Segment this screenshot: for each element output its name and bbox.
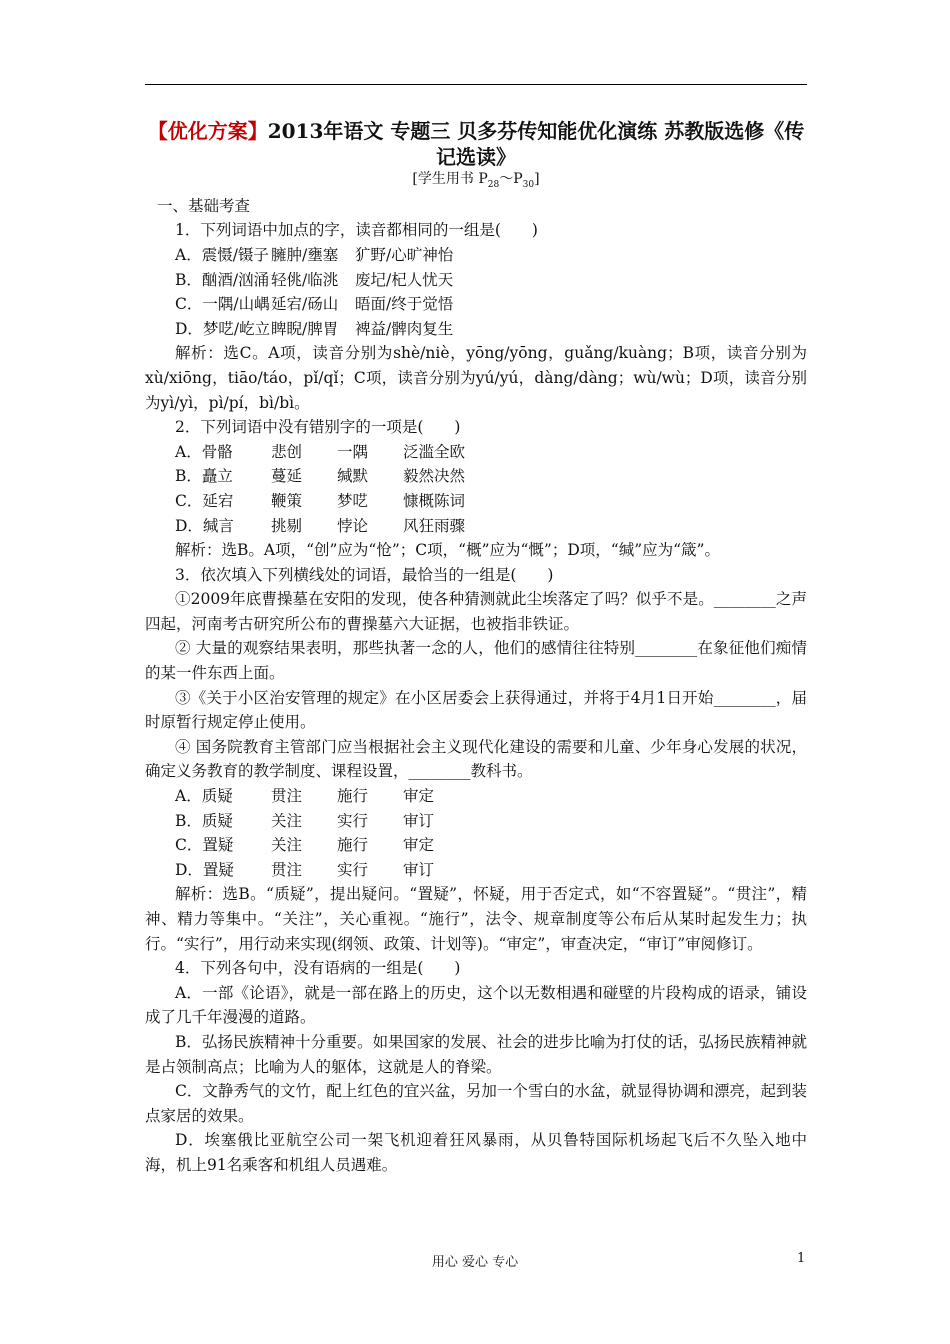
document-title — [145, 118, 807, 170]
question-3-stem: 3．依次填入下列横线处的词语，最恰当的一组是( ) — [175, 565, 554, 584]
title-text: 2013年语文 专题三 贝多芬传知能优化演练 苏教版选修《传记选读》 — [267, 119, 805, 169]
q1-option-c: C．一隅/山嵎延宕/砀山 晤面/终于觉悟 — [175, 295, 454, 314]
question-3-analysis: 解析：选B。“质疑”，提出疑问。“置疑”，怀疑，用于否定式，如“不容置疑”。“贯注”，精神、精力等集中。“关注”，关心重视。“施行”，法令、规章制度等公布后从某时起发生力；执行。“实行”，用行动来实现(纲领、政策、计划等)。“审定”，审查决定，“审订”审阅修订。 — [145, 885, 807, 953]
page-number: 1 — [797, 1251, 806, 1266]
section-heading: 一、基础考查 — [157, 196, 251, 215]
q3-option-a: A．质疑 贯注 施行 审定 — [175, 787, 435, 806]
q4-option-a: A．一部《论语》，就是一部在路上的历史，这个以无数相遇和碰壁的片段构成的语录，铺设成了几千年漫漫的道路。 — [145, 983, 807, 1027]
q1-option-b: B．酗酒/汹涌 轻佻/临洮 废圮/杞人忧天 — [175, 270, 454, 289]
textbook-reference: [学生用书 $P_{28}\sim P_{30}$] — [412, 171, 540, 190]
q2-option-a: A．骨骼 悲创 一隅 泛滥全欧 — [175, 442, 466, 461]
header-rule — [145, 84, 807, 85]
q3-sentence-1: ①2009年底曹操墓在安阳的发现，使各种猜测就此尘埃落定了吗？似乎不是。________之声四起，河南考古研究所公布的曹操墓六大证据，也被指非铁证。 — [145, 590, 807, 633]
title-prefix: 【优化方案】 — [147, 119, 268, 143]
q2-option-d: D．缄言 挑剔 悖论 风狂雨骤 — [175, 516, 466, 535]
q3-option-d: D．置疑 贯注 实行 审订 — [175, 860, 435, 879]
question-2-analysis: 解析：选B。A项，“创”应为“怆”；C项，“概”应为“慨”；D项，“缄”应为“箴”。 — [175, 541, 720, 560]
q2-option-b: B．矗立 蔓延 缄默 毅然决然 — [175, 467, 466, 486]
q4-option-c: C．文静秀气的文竹，配上红色的宜兴盆，另加一个雪白的水盆，就显得协调和漂亮，起到装点家居的效果。 — [145, 1082, 807, 1125]
document-page — [145, 118, 807, 1178]
q2-option-c: C．延宕 鞭策 梦呓 慷概陈词 — [175, 491, 466, 510]
question-1-stem: 1．下列词语中加点的字，读音都相同的一组是( ) — [175, 221, 538, 240]
question-1-analysis: 解析：选C。A项，读音分别为shè/niè，yōng/yōng，guǎng/kuàng；B项，读音分别为xù/xiōng，tiāo/táo，pǐ/qǐ；C项，读音分别为yú/yú，dàng/dàng；wù/wù；D项，读音分别为yì/yì，pì/pí，bì/bì。 — [145, 344, 807, 412]
page-footer: 用心 爱心 专心 — [431, 1255, 519, 1270]
q4-option-d: D．埃塞俄比亚航空公司一架飞机迎着狂风暴雨，从贝鲁特国际机场起飞后不久坠入地中海，机上91名乘客和机组人员遇难。 — [145, 1131, 807, 1174]
q3-sentence-2: ② 大量的观察结果表明，那些执著一念的人，他们的感情往往特别________在象征他们痴情的某一件东西上面。 — [145, 639, 807, 683]
q3-option-c: C．置疑 关注 施行 审定 — [175, 836, 435, 855]
q4-option-b: B．弘扬民族精神十分重要。如果国家的发展、社会的进步比喻为打仗的话，弘扬民族精神就是占领制高点；比喻为人的躯体，这就是人的脊梁。 — [145, 1032, 807, 1076]
q3-option-b: B．质疑 关注 实行 审订 — [175, 811, 435, 830]
question-4-stem: 4．下列各句中，没有语病的一组是( ) — [175, 959, 461, 978]
q3-sentence-4: ④ 国务院教育主管部门应当根据社会主义现代化建设的需要和儿童、少年身心发展的状况，确定义务教育的教学制度、课程设置，________教科书。 — [145, 737, 807, 781]
question-2-stem: 2．下列词语中没有错别字的一项是( ) — [175, 418, 461, 437]
q3-sentence-3: ③《关于小区治安管理的规定》在小区居委会上获得通过，并将于4月1日开始________，届时原暂行规定停止使用。 — [145, 688, 807, 732]
q1-option-d: D．梦呓/屹立睥睨/脾胃 裨益/髀肉复生 — [175, 319, 454, 338]
q1-option-a: A．震慑/镊子 臃肿/壅塞 犷野/心旷神怡 — [175, 245, 454, 264]
